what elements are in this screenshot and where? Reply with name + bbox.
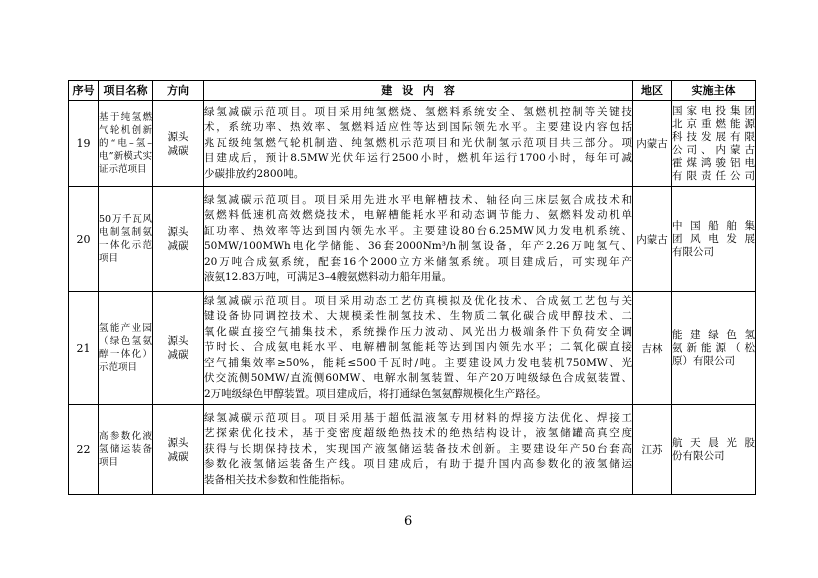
content-line: 术，系统功率、热效率、氢燃料适应性等达到国际领先水平。主要建设内容包括: [204, 121, 632, 134]
page-number: 6: [404, 514, 413, 529]
row-number: 22: [69, 405, 99, 495]
content-line: 少碳排放约2800吨。: [204, 167, 305, 180]
entity-line: 公司、内蒙古: [672, 143, 755, 156]
name-line: 50万千瓦风: [99, 214, 152, 225]
project-table: [68, 80, 756, 495]
entity-line: 原）有限公司: [672, 354, 735, 367]
name-line: （绿色氢氨: [99, 336, 152, 347]
direction-line: 减碳: [167, 144, 189, 157]
content-line: 绿氢减碳示范项目。项目采用动态工艺仿真模拟及优化技术、合成氨工艺包与关: [204, 294, 632, 307]
content-line: 目建成后，预计8.5MW光伏年运行2500小时，燃机年运行1700小时，每年可减: [204, 152, 632, 165]
content-line: 艺探索优化技术，基于变密度超级绝热技术的绝热结构设计，液氢储罐高真空度: [204, 427, 632, 440]
content-line: 绿氢减碳示范项目。项目采用先进水平电解槽技术、轴径向三床层氨合成技术和: [204, 193, 632, 206]
project-direction: [153, 101, 204, 187]
entity-line: 国家电投集团: [672, 104, 755, 117]
direction-line: 减碳: [167, 240, 189, 252]
content-line: 缸功率、热效率等达到国内领先水平。主要建设80台6.25MW风力发电机系统、: [204, 224, 632, 237]
content-line: 兆瓦级纯氢燃气轮机制造、纯氢燃机示范项目和光伏制氢示范项目共三部分。项: [204, 136, 632, 149]
entity-line: 团风电发展: [672, 232, 755, 245]
name-line: 醇一体化）: [99, 349, 152, 360]
table-row: [69, 101, 756, 187]
table-row: [69, 187, 756, 292]
project-content: [204, 405, 633, 495]
project-name: [99, 405, 153, 495]
name-line: 证示范项目: [99, 164, 147, 175]
content-line: 空气捕集效率≥50%，能耗≤500千瓦时/吨。主要建设风力发电装机750MW、光: [204, 356, 632, 369]
direction-line: 源头: [167, 335, 189, 347]
direction-line: 源头: [167, 436, 189, 449]
content-line: 50MW/100MWh电化学储能、36套2000Nm³/h制氢设备，年产2.26万吨氢气、: [204, 240, 632, 252]
content-line: 获得与长期保持技术，实现国产液氢储运装备技术创新。主要建设年产50台套高: [204, 442, 632, 455]
content-line: 参数化液氢储运装备生产线。项目建成后，有助于提升国内高参数化的液氢储运: [204, 458, 632, 471]
name-line: 电制氢制氨: [99, 227, 152, 238]
entity-line: 航天晨光股: [672, 436, 755, 449]
project-region: 内蒙古: [633, 101, 672, 187]
entity-line: 有限责任公司: [672, 169, 755, 182]
entity-line: 霍煤鸿骏铝电: [672, 156, 755, 169]
project-entity: [672, 187, 756, 292]
entity-line: 科技发展有限: [672, 130, 755, 143]
name-line: 氢储运装备: [99, 444, 152, 455]
project-region: 吉林: [633, 292, 672, 405]
name-line: 气轮机创新: [99, 125, 152, 136]
content-line: 绿氢减碳示范项目。项目采用基于超低温液氢专用材料的焊接方法优化、焊接工: [204, 411, 632, 424]
entity-line: 能建绿色氢: [672, 328, 755, 341]
name-line: 氢能产业园: [99, 323, 152, 334]
row-number: 21: [69, 292, 99, 405]
entity-line: 中国船舶集: [672, 219, 755, 232]
content-line: 氨燃料低速机高效燃烧技术，电解槽能耗水平和动态调节能力、氨燃料发动机单: [204, 209, 632, 221]
project-entity: [672, 405, 756, 495]
header-no: 序号: [69, 81, 99, 101]
project-name: [99, 292, 153, 405]
project-direction: [153, 405, 204, 495]
entity-line: 有限公司: [672, 245, 714, 258]
name-line: 高参数化液: [99, 431, 152, 442]
name-line: 基于纯氢燃: [99, 112, 152, 123]
direction-line: 源头: [167, 130, 189, 143]
name-line: 电”新模式实: [99, 151, 152, 162]
header-entity: 实施主体: [672, 81, 756, 101]
entity-line: 份有限公司: [672, 449, 725, 462]
direction-line: 源头: [167, 226, 189, 238]
entity-line: 氨新能源（松: [672, 341, 755, 354]
content-line: 20万吨合成氨系统，配套16个2000立方米储氢系统。项目建成后，可实现年产: [204, 255, 632, 268]
content-line: 键设备协同调控技术、大规模柔性制氢技术、生物质二氧化碳合成甲醇技术、二: [204, 310, 632, 323]
table-header-row: [69, 81, 756, 101]
header-name: 项目名称: [99, 81, 153, 101]
project-region: 内蒙古: [633, 187, 672, 292]
row-number: 20: [69, 187, 99, 292]
header-content: 建 设 内 容: [204, 81, 633, 101]
project-content: [204, 101, 633, 187]
project-content: [204, 187, 633, 292]
direction-line: 减碳: [167, 450, 189, 463]
project-content: [204, 292, 633, 405]
content-line: 节时长、合成氨电耗水平、电解槽制氢能耗等达到国内领先水平；二氧化碳直接: [204, 341, 632, 354]
table-row: [69, 292, 756, 405]
content-line: 装备相关技术参数和性能指标。: [204, 473, 351, 486]
row-number: 19: [69, 101, 99, 187]
project-region: 江苏: [633, 405, 672, 495]
content-line: 氧化碳直接空气捕集技术，系统操作压力波动、风光出力极端条件下负荷安全调: [204, 325, 632, 338]
project-name: [99, 187, 153, 292]
project-name: [99, 101, 153, 187]
entity-line: 北京重燃能源: [672, 117, 755, 130]
content-line: 伏交流侧50MW/直流侧60MW、电解水制氢装置、年产20万吨级绿色合成氨装置、: [204, 372, 632, 385]
table-row: [69, 405, 756, 495]
content-line: 液氨12.83万吨，可满足3–4艘氨燃料动力船年用量。: [204, 271, 453, 283]
header-direction: 方向: [153, 81, 204, 101]
name-line: 一体化示范: [99, 240, 152, 251]
name-line: 项目: [99, 457, 119, 468]
header-region: 地区: [633, 81, 672, 101]
name-line: 示范项目: [99, 362, 138, 373]
project-entity: [672, 101, 756, 187]
name-line: 项目: [99, 253, 119, 264]
project-direction: [153, 292, 204, 405]
content-line: 绿氢减碳示范项目。项目采用纯氢燃烧、氢燃料系统安全、氢燃机控制等关键技: [204, 105, 632, 118]
direction-line: 减碳: [167, 349, 189, 361]
project-direction: [153, 187, 204, 292]
project-entity: [672, 292, 756, 405]
content-line: 2万吨级绿色甲醇装置。项目建成后，将打通绿色氢氨醇规模化生产路径。: [204, 387, 547, 400]
name-line: 的“电–氢–: [99, 138, 152, 149]
